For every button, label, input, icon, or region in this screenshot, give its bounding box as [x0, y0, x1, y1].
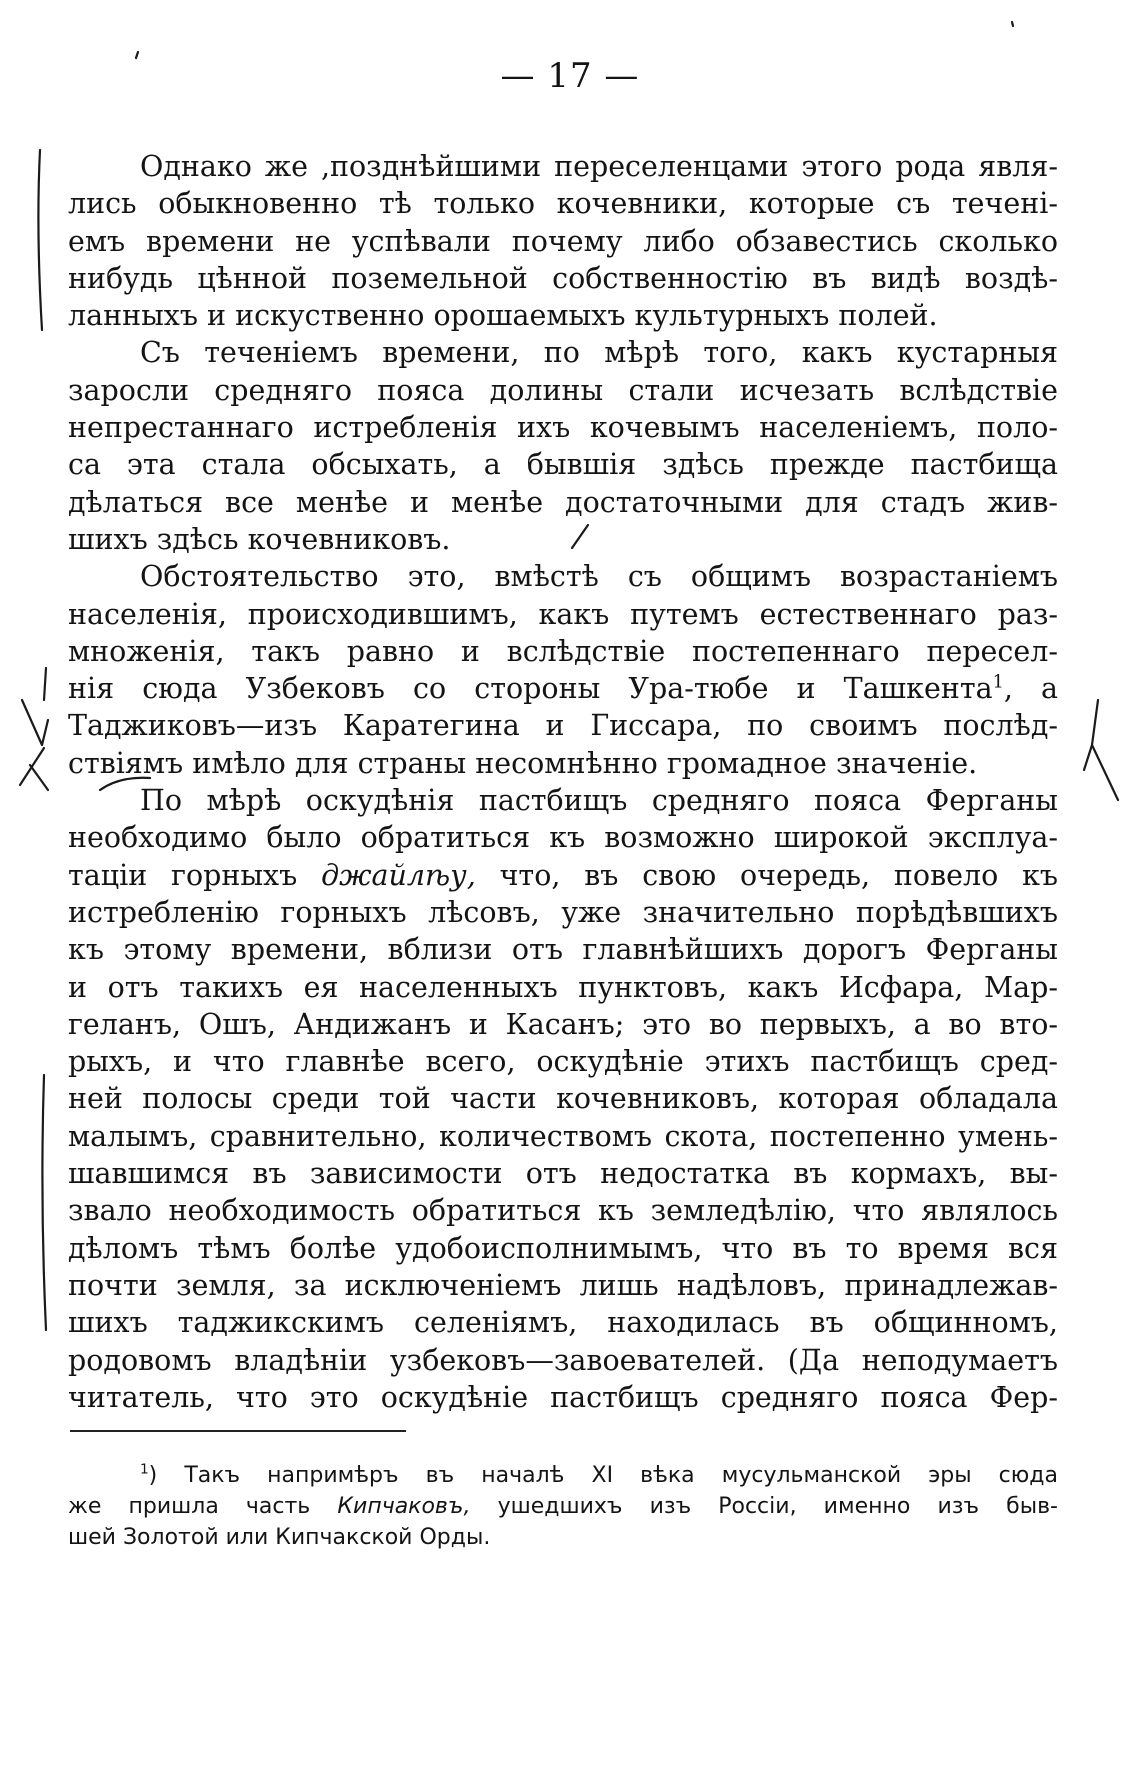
- text-line: ланныхъ и искуственно орошаемыхъ культурныхъ полей.: [68, 299, 938, 333]
- footnote-line: [68, 1460, 1058, 1491]
- italic-term: Кипчаковъ,: [337, 1494, 471, 1519]
- text-line: Съ теченiемъ времени, по мѣрѣ того, какъ кустарныя: [140, 336, 1058, 370]
- text-fragment: ) Такъ напримѣръ въ началѣ XI вѣка мусульманской эры сюда: [148, 1463, 1058, 1488]
- text-line: Однако же ,позднѣйшими переселенцами этого рода явля-: [140, 150, 1058, 183]
- text-line: множенiя, такъ равно и вслѣдствiе постепеннаго пересел-: [68, 634, 1058, 668]
- text-line: дѣломъ тѣмъ болѣе удобоисполнимымъ, что въ то время вся: [68, 1231, 1058, 1265]
- text-line: заросли средняго пояса долины стали исчезать вслѣдствiе: [68, 373, 1058, 407]
- text-fragment: тацiи горныхъ: [68, 858, 298, 892]
- text-line: читатель, что это оскудѣнiе пастбищъ средняго пояса Фер-: [68, 1380, 1058, 1414]
- footnote: [68, 1460, 1058, 1553]
- text-line: необходимо было обратиться къ возможно широкой эксплуа-: [68, 821, 1058, 855]
- text-fragment: ушедшихъ изъ Россiи, именно изъ быв-: [497, 1494, 1058, 1519]
- text-line: По мѣрѣ оскудѣнiя пастбищъ средняго пояса Ферганы: [140, 784, 1058, 818]
- footnote-line: шей Золотой или Кипчакской Орды.: [68, 1525, 491, 1550]
- footnote-line: [68, 1491, 1058, 1522]
- text-line: [68, 857, 1058, 894]
- text-line: къ этому времени, вблизи отъ главнѣйшихъ дорогъ Ферганы: [68, 933, 1058, 967]
- margin-cross-mark: [20, 700, 48, 790]
- text-line: [68, 670, 1058, 707]
- margin-bracket-mark: [44, 668, 46, 700]
- text-line: непрестаннаго истребленiя ихъ кочевымъ населенiемъ, поло-: [68, 411, 1058, 445]
- text-line: шихъ здѣсь кочевниковъ.: [68, 522, 451, 556]
- text-line: населенiя, происходившимъ, какъ путемъ естественнаго раз-: [68, 597, 1058, 631]
- text-line: ствiямъ имѣло для страны несомнѣнно громадное значенiе.: [68, 746, 978, 780]
- body-text: [68, 148, 1058, 1416]
- page-number: — 17 —: [500, 56, 640, 96]
- text-line: шихъ таджикскимъ селенiямъ, находилась въ общинномъ,: [68, 1306, 1058, 1340]
- margin-bracket-mark: [42, 1075, 46, 1330]
- text-line: емъ времени не успѣвали почему либо обзавестись сколько: [68, 224, 1058, 258]
- text-line: и отъ такихъ ея населенныхъ пунктовъ, какъ Исфара, Мар-: [68, 970, 1058, 1004]
- text-line: рыхъ, и что главнѣе всего, оскудѣнiе этихъ пастбищъ сред-: [68, 1045, 1058, 1079]
- text-line: малымъ, сравнительно, количествомъ скота, постепенно умень-: [68, 1119, 1058, 1153]
- text-line: родовомъ владѣнiи узбековъ—завоевателей. (Да неподумаетъ: [68, 1343, 1058, 1377]
- text-line: лись обыкновенно тѣ только кочевники, которые съ теченi-: [68, 187, 1058, 221]
- text-line: шавшимся въ зависимости отъ недостатка въ кормахъ, вы-: [68, 1157, 1058, 1191]
- margin-cross-mark: [1084, 700, 1118, 800]
- text-line: дѣлаться все менѣе и менѣе достаточными для стадъ жив-: [68, 485, 1058, 519]
- text-line: Обстоятельство это, вмѣстѣ съ общимъ возрастанiемъ: [140, 560, 1058, 594]
- footnote-marker: 1: [140, 1461, 149, 1478]
- italic-term: джайлѣу,: [321, 858, 476, 892]
- text-line: ней полосы среди той части кочевниковъ, которая обладала: [68, 1082, 1058, 1116]
- text-line: геланъ, Ошъ, Андижанъ и Касанъ; это во первыхъ, а во вто-: [68, 1007, 1058, 1041]
- text-fragment: , а: [1003, 672, 1058, 706]
- text-fragment: что, въ свою очередь, повело къ: [499, 858, 1058, 892]
- footnote-rule: [70, 1430, 406, 1432]
- text-line: Таджиковъ—изъ Каратегина и Гиссара, по своимъ послѣд-: [68, 709, 1058, 743]
- text-line: истребленiю горныхъ лѣсовъ, уже значительно порѣдѣвшихъ: [68, 895, 1058, 929]
- text-line: звало необходимость обратиться къ земледѣлiю, что являлось: [68, 1194, 1058, 1228]
- text-fragment: нiя сюда Узбековъ со стороны Ура-тюбе и Ташкента: [68, 672, 993, 706]
- text-fragment: же пришла часть: [68, 1494, 311, 1519]
- text-line: нибудь цѣнной поземельной собственностiю въ видѣ воздѣ-: [68, 261, 1058, 295]
- speck-mark: [136, 22, 1013, 58]
- text-line: почти земля, за исключенiемъ лишь надѣловъ, принадлежав-: [68, 1268, 1058, 1302]
- text-line: са эта стала обсыхать, а бывшiя здѣсь прежде пастбища: [68, 448, 1058, 482]
- margin-bracket-mark: [38, 150, 42, 330]
- footnote-marker: 1: [992, 672, 1004, 693]
